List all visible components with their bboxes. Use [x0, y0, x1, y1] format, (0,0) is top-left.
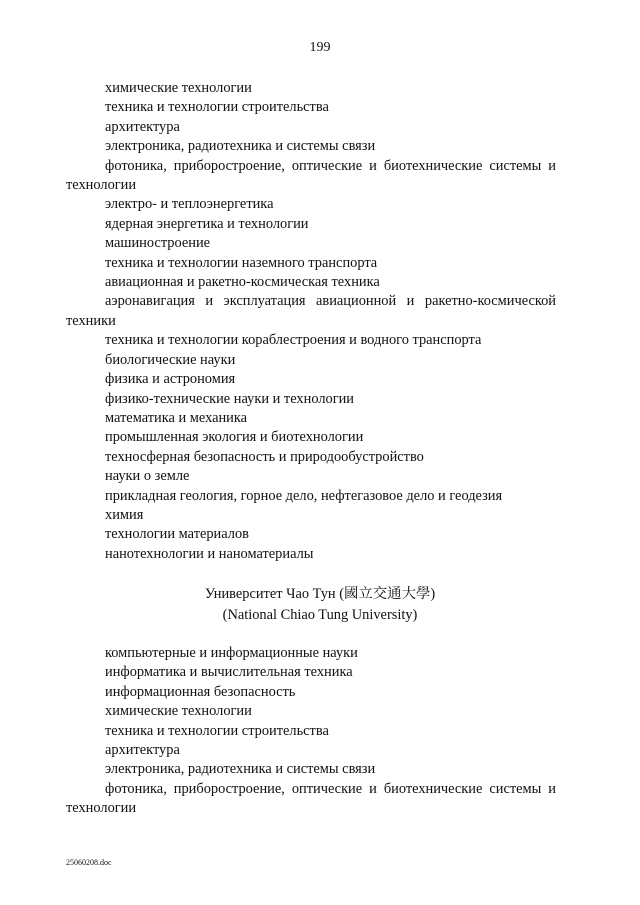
footer-filename: 25060208.doc — [66, 858, 112, 867]
list-item: техника и технологии наземного транспорта — [105, 254, 378, 271]
list-item: техносферная безопасность и природообустройство — [105, 448, 424, 465]
list-item: ядерная энергетика и технологии — [105, 215, 309, 232]
list-item: электроника, радиотехника и системы связи — [105, 138, 376, 155]
list-item: информатика и вычислительная техника — [105, 664, 353, 681]
list-item: науки о земле — [105, 468, 190, 485]
list-item: аэронавигация и эксплуатация авиационной и ракетно-космической техники — [66, 293, 556, 329]
list-item: авиационная и ракетно-космическая техника — [105, 274, 380, 291]
list-item: компьютерные и информационные науки — [105, 645, 358, 661]
list-item: электроника, радиотехника и системы связи — [105, 761, 376, 778]
university-title: Университет Чао Тун (國立交通大學) — [204, 586, 436, 602]
list-item: архитектура — [105, 118, 180, 135]
list-item: химические технологии — [105, 703, 252, 720]
list-item: фотоника, приборостроение, оптические и биотехнические системы и технологии — [66, 157, 556, 194]
list-item: фотоника, приборостроение, оптические и биотехнические системы и технологии — [66, 780, 556, 817]
list-item: промышленная экология и биотехнологии — [105, 429, 364, 446]
field-list-top — [66, 79, 556, 564]
list-item: информационная безопасность — [105, 683, 296, 700]
list-item: архитектура — [105, 742, 180, 759]
list-item: биологические науки — [105, 351, 236, 368]
page-number: 199 — [309, 40, 331, 55]
list-item: физико-технические науки и технологии — [105, 390, 355, 407]
list-item: химия — [105, 506, 144, 523]
field-list-bottom — [66, 644, 556, 819]
university-subtitle: (National Chiao Tung University) — [222, 607, 418, 623]
list-item: физика и астрономия — [105, 371, 236, 388]
list-item: химические технологии — [105, 80, 252, 96]
list-item: электро- и теплоэнергетика — [105, 196, 274, 213]
university-heading — [0, 584, 640, 626]
list-item: техника и технологии строительства — [105, 722, 329, 739]
list-item: машиностроение — [105, 235, 211, 252]
list-item: математика и механика — [105, 409, 248, 426]
list-item: техника и технологии строительства — [105, 99, 329, 116]
list-item: техника и технологии кораблестроения и водного транспорта — [105, 332, 482, 349]
list-item: технологии материалов — [105, 526, 249, 543]
list-item: прикладная геология, горное дело, нефтегазовое дело и геодезия — [105, 487, 503, 504]
list-item: нанотехнологии и наноматериалы — [105, 545, 314, 562]
